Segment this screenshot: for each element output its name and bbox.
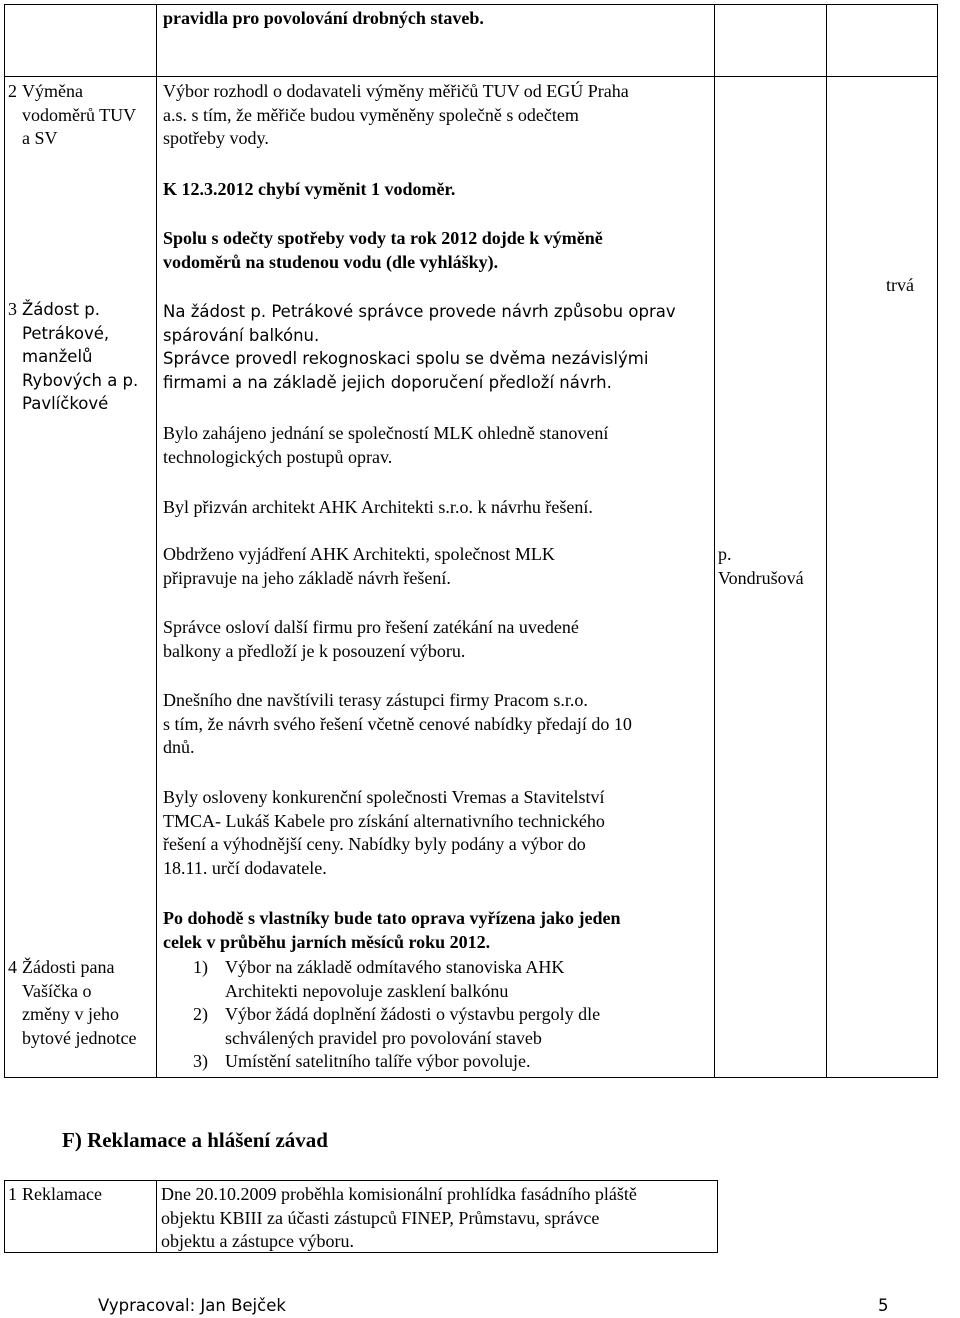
row3-paragraph-7: Byly osloveny konkurenční společnosti Vremas a Stavitelství TMCA- Lukáš Kabele pro získání alternativního technického řešení a výhodnější ceny. Nabídky byly podány a výbor do 18.11. určí dodavatele. — [163, 787, 605, 878]
row2-subject: Výměna vodoměrů TUV a SV — [22, 81, 137, 148]
table1-col-divider-3 — [826, 4, 827, 1078]
table1-bottom-border — [4, 1077, 938, 1078]
table2-row1-subject: Reklamace — [22, 1184, 102, 1204]
row3-paragraph-2: Bylo zahájeno jednání se společností MLK ohledně stanovení technologických postupů oprav. — [163, 423, 609, 467]
table2-left-border — [4, 1180, 5, 1253]
section-heading: F) Reklamace a hlášení závad — [62, 1128, 328, 1152]
row4-number: 4 — [8, 957, 17, 977]
table1-row-divider — [4, 76, 938, 77]
table1-col-divider-1 — [156, 4, 157, 1078]
list-item: 3) Umístění satelitního talíře výbor povoluje. — [193, 1051, 531, 1071]
page-number: 5 — [878, 1296, 889, 1315]
row2-update-missing-meter: K 12.3.2012 chybí vyměnit 1 vodoměr. — [163, 179, 456, 199]
row3-subject: Žádost p. Petrákové, manželů Rybových a p. Pavlíčkové — [22, 300, 139, 413]
row2-decision: Výbor rozhodl o dodavateli výměny měřičů TUV od EGÚ Praha a.s. s tím, že měřiče budou vyměněny společně s odečtem spotřeby vody. — [163, 81, 629, 148]
table1-left-border — [4, 4, 5, 1078]
table2-row1-text: Dne 20.10.2009 proběhla komisionální prohlídka fasádního pláště objektu KBIII za účasti zástupců FINEP, Průmstavu, správce objektu a zástupce výboru. — [161, 1184, 637, 1251]
row2-number: 2 — [8, 81, 17, 101]
row3-number: 3 — [8, 299, 17, 319]
footer-author: Vypracoval: Jan Bejček — [98, 1296, 286, 1315]
list-item: 2) Výbor žádá doplnění žádosti o výstavbu pergoly dle schválených pravidel pro povolování staveb — [193, 1004, 601, 1048]
table1-top-border — [4, 4, 938, 5]
table2-top-border — [4, 1180, 718, 1181]
row3-paragraph-3: Byl přizván architekt AHK Architekti s.r.o. k návrhu řešení. — [163, 497, 593, 517]
row1-text: pravidla pro povolování drobných staveb. — [163, 8, 484, 28]
row2-update-replacement-plan: Spolu s odečty spotřeby vody ta rok 2012 dojde k výměně vodoměrů na studenou vodu (dle vyhlášky). — [163, 228, 603, 272]
table2-col-divider — [156, 1180, 157, 1253]
row3-paragraph-1: Na žádost p. Petrákové správce provede návrh způsobu oprav spárování balkónu. Správce provedl rekognoskaci spolu se dvěma nezávislými firmami a na základě jejich doporučení předloží návrh. — [163, 302, 676, 392]
row3-paragraph-4: Obdrženo vyjádření AHK Architekti, společnost MLK připravuje na jeho základě návrh řešení. — [163, 544, 555, 588]
table1-col-divider-2 — [714, 4, 715, 1078]
row3-paragraph-6: Dnešního dne navštívili terasy zástupci firmy Pracom s.r.o. s tím, že návrh svého řešení včetně cenové nabídky předají do 10 dnů. — [163, 690, 632, 757]
table2-row1-number: 1 — [8, 1184, 17, 1204]
row3-responsible-person: p. Vondrušová — [718, 544, 804, 588]
row4-items — [163, 956, 713, 1074]
list-item: 1) Výbor na základě odmítavého stanoviska AHK Architekti nepovoluje zasklení balkónu — [193, 957, 565, 1001]
row4-subject: Žádosti pana Vašíčka o změny v jeho bytové jednotce — [22, 957, 137, 1048]
table1-right-border — [937, 4, 938, 1078]
row3-status-badge: trvá — [886, 275, 914, 295]
table2-right-border — [717, 1180, 718, 1253]
row3-paragraph-5: Správce osloví další firmu pro řešení zatékání na uvedené balkony a předloží je k posouzení výboru. — [163, 617, 579, 661]
row3-bold-agreement: Po dohodě s vlastníky bude tato oprava vyřízena jako jeden celek v průběhu jarních měsíců roku 2012. — [163, 908, 621, 952]
